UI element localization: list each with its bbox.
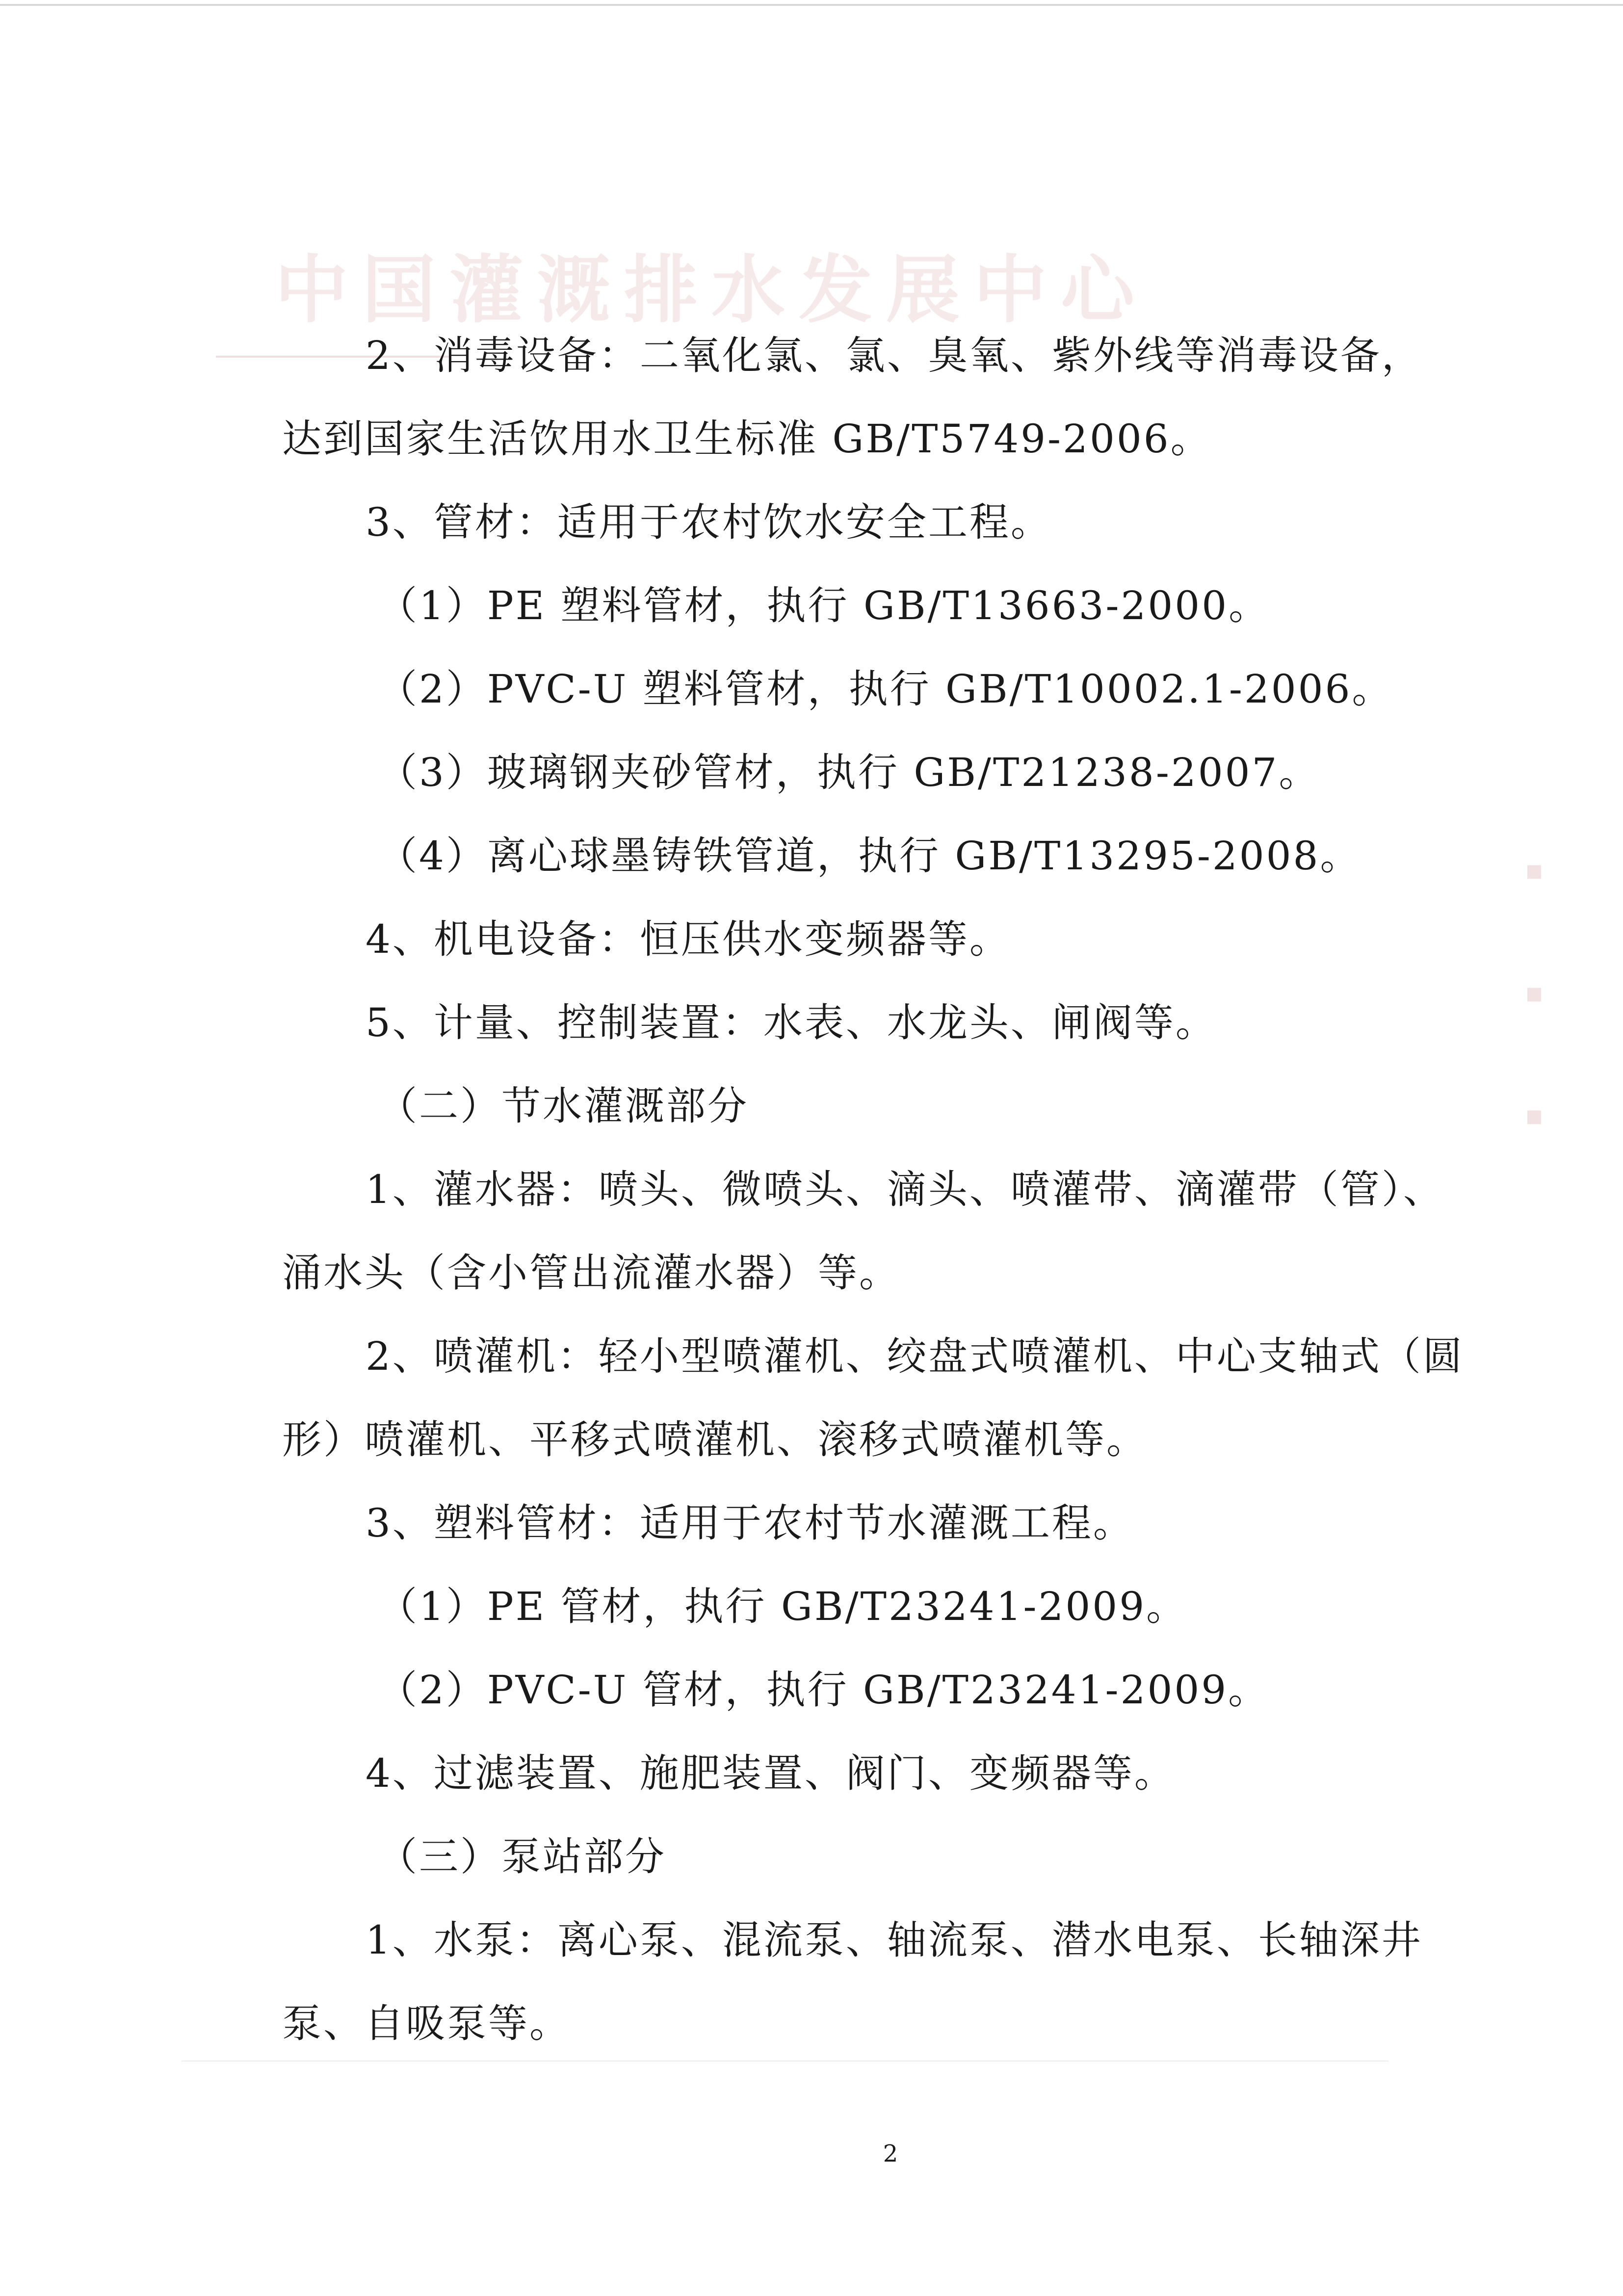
body-line: 泵、自吸泵等。 <box>282 2001 571 2046</box>
body-line: 2、消毒设备：二氧化氯、氯、臭氧、紫外线等消毒设备， <box>366 333 1423 378</box>
body-line: 1、水泵：离心泵、混流泵、轴流泵、潜水电泵、长轴深井 <box>366 1917 1423 1963</box>
body-line: 3、管材：适用于农村饮水安全工程。 <box>366 499 1052 545</box>
body-line: （1）PE 塑料管材，执行 GB/T13663-2000。 <box>378 583 1270 628</box>
section-heading: （三）泵站部分 <box>378 1834 666 1879</box>
body-line: 涌水头（含小管出流灌水器）等。 <box>282 1250 900 1296</box>
body-line: 2、喷灌机：轻小型喷灌机、绞盘式喷灌机、中心支轴式（圆 <box>366 1333 1464 1379</box>
seal-fragment-3: ▪ <box>1525 1099 1544 1131</box>
body-line: 3、塑料管材：适用于农村节水灌溉工程。 <box>366 1500 1134 1546</box>
body-line: 形）喷灌机、平移式喷灌机、滚移式喷灌机等。 <box>282 1417 1148 1462</box>
seal-fragment-1: ▪ <box>1525 854 1544 886</box>
body-line: 4、过滤装置、施肥装置、阀门、变频器等。 <box>366 1750 1176 1796</box>
page-number: 2 <box>883 2140 898 2167</box>
body-line: （2）PVC-U 塑料管材，执行 GB/T10002.1-2006。 <box>378 666 1393 712</box>
body-line: 达到国家生活饮用水卫生标准 GB/T5749-2006。 <box>282 416 1212 462</box>
body-line: （4）离心球墨铸铁管道，执行 GB/T13295-2008。 <box>378 833 1361 879</box>
body-line: （2）PVC-U 管材，执行 GB/T23241-2009。 <box>378 1667 1270 1713</box>
body-line: 4、机电设备：恒压供水变频器等。 <box>366 916 1011 962</box>
body-line: （1）PE 管材，执行 GB/T23241-2009。 <box>378 1584 1188 1629</box>
seal-fragment-2: ▪ <box>1525 976 1544 1009</box>
body-line: （3）玻璃钢夹砂管材，执行 GB/T21238-2007。 <box>378 750 1320 795</box>
body-line: 1、灌水器：喷头、微喷头、滴头、喷灌带、滴灌带（管）、 <box>366 1167 1444 1212</box>
watermark-letterhead: 中国灌溉排水发展中心 <box>275 247 1149 333</box>
section-heading: （二）节水灌溉部分 <box>378 1083 749 1129</box>
body-line: 5、计量、控制装置：水表、水龙头、闸阀等。 <box>366 1000 1217 1045</box>
